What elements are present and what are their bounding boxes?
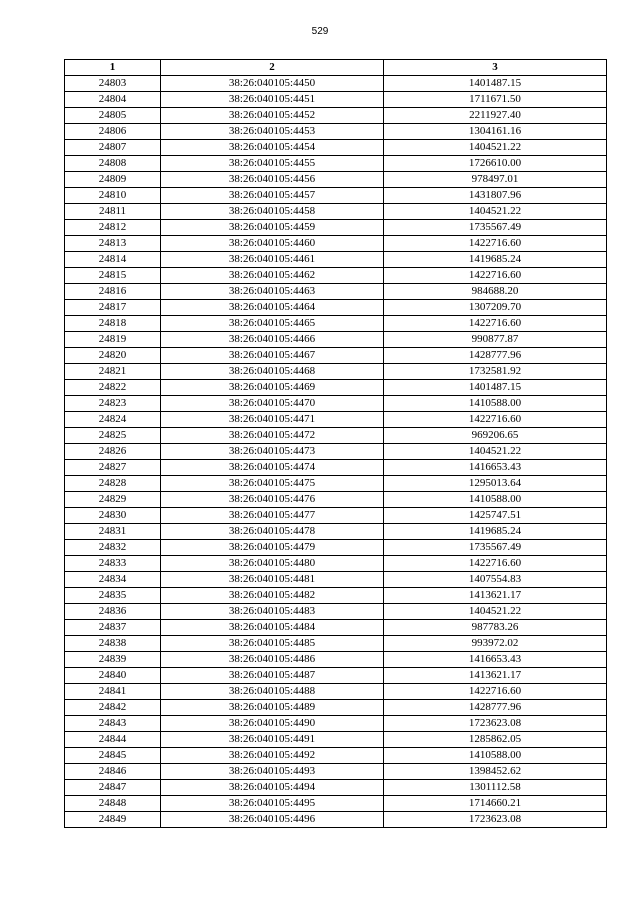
cadastral-number-cell: 38:26:040105:4461 bbox=[161, 252, 384, 268]
row-number-cell: 24807 bbox=[65, 140, 161, 156]
value-cell: 1404521.22 bbox=[384, 140, 607, 156]
cadastral-number-cell: 38:26:040105:4492 bbox=[161, 748, 384, 764]
value-cell: 1428777.96 bbox=[384, 700, 607, 716]
table-row bbox=[65, 668, 607, 684]
table-row bbox=[65, 620, 607, 636]
cadastral-number-cell: 38:26:040105:4453 bbox=[161, 124, 384, 140]
cadastral-number-cell: 38:26:040105:4474 bbox=[161, 460, 384, 476]
value-cell: 1404521.22 bbox=[384, 444, 607, 460]
table-row bbox=[65, 556, 607, 572]
cadastral-number-cell: 38:26:040105:4477 bbox=[161, 508, 384, 524]
row-number-cell: 24810 bbox=[65, 188, 161, 204]
row-number-cell: 24821 bbox=[65, 364, 161, 380]
table-row bbox=[65, 684, 607, 700]
table-row bbox=[65, 700, 607, 716]
row-number-cell: 24824 bbox=[65, 412, 161, 428]
cadastral-number-cell: 38:26:040105:4469 bbox=[161, 380, 384, 396]
value-cell: 1735567.49 bbox=[384, 220, 607, 236]
value-cell: 1416653.43 bbox=[384, 460, 607, 476]
value-cell: 1422716.60 bbox=[384, 316, 607, 332]
row-number-cell: 24826 bbox=[65, 444, 161, 460]
row-number-cell: 24829 bbox=[65, 492, 161, 508]
row-number-cell: 24806 bbox=[65, 124, 161, 140]
row-number-cell: 24842 bbox=[65, 700, 161, 716]
value-cell: 1431807.96 bbox=[384, 188, 607, 204]
table-row bbox=[65, 732, 607, 748]
row-number-cell: 24839 bbox=[65, 652, 161, 668]
value-cell: 1410588.00 bbox=[384, 492, 607, 508]
cadastral-number-cell: 38:26:040105:4468 bbox=[161, 364, 384, 380]
cadastral-number-cell: 38:26:040105:4466 bbox=[161, 332, 384, 348]
row-number-cell: 24835 bbox=[65, 588, 161, 604]
row-number-cell: 24830 bbox=[65, 508, 161, 524]
value-cell: 1726610.00 bbox=[384, 156, 607, 172]
value-cell: 1416653.43 bbox=[384, 652, 607, 668]
value-cell: 1422716.60 bbox=[384, 684, 607, 700]
value-cell: 1401487.15 bbox=[384, 76, 607, 92]
cadastral-number-cell: 38:26:040105:4490 bbox=[161, 716, 384, 732]
column-header-3: 3 bbox=[384, 60, 607, 76]
value-cell: 1723623.08 bbox=[384, 812, 607, 828]
cadastral-number-cell: 38:26:040105:4483 bbox=[161, 604, 384, 620]
value-cell: 1422716.60 bbox=[384, 556, 607, 572]
cadastral-number-cell: 38:26:040105:4464 bbox=[161, 300, 384, 316]
cadastral-number-cell: 38:26:040105:4496 bbox=[161, 812, 384, 828]
row-number-cell: 24849 bbox=[65, 812, 161, 828]
table-row bbox=[65, 364, 607, 380]
cadastral-number-cell: 38:26:040105:4472 bbox=[161, 428, 384, 444]
value-cell: 1285862.05 bbox=[384, 732, 607, 748]
value-cell: 1422716.60 bbox=[384, 236, 607, 252]
value-cell: 1413621.17 bbox=[384, 668, 607, 684]
cadastral-number-cell: 38:26:040105:4465 bbox=[161, 316, 384, 332]
table-row bbox=[65, 348, 607, 364]
value-cell: 1735567.49 bbox=[384, 540, 607, 556]
table-row bbox=[65, 140, 607, 156]
value-cell: 978497.01 bbox=[384, 172, 607, 188]
row-number-cell: 24815 bbox=[65, 268, 161, 284]
row-number-cell: 24819 bbox=[65, 332, 161, 348]
value-cell: 1301112.58 bbox=[384, 780, 607, 796]
row-number-cell: 24822 bbox=[65, 380, 161, 396]
table-row bbox=[65, 188, 607, 204]
row-number-cell: 24805 bbox=[65, 108, 161, 124]
cadastral-number-cell: 38:26:040105:4452 bbox=[161, 108, 384, 124]
value-cell: 1398452.62 bbox=[384, 764, 607, 780]
table-row bbox=[65, 92, 607, 108]
value-cell: 1404521.22 bbox=[384, 604, 607, 620]
value-cell: 1422716.60 bbox=[384, 268, 607, 284]
cadastral-number-cell: 38:26:040105:4463 bbox=[161, 284, 384, 300]
cadastral-number-cell: 38:26:040105:4495 bbox=[161, 796, 384, 812]
row-number-cell: 24834 bbox=[65, 572, 161, 588]
value-cell: 1407554.83 bbox=[384, 572, 607, 588]
cadastral-number-cell: 38:26:040105:4479 bbox=[161, 540, 384, 556]
row-number-cell: 24845 bbox=[65, 748, 161, 764]
cadastral-number-cell: 38:26:040105:4470 bbox=[161, 396, 384, 412]
header-row bbox=[65, 60, 607, 76]
table-row bbox=[65, 572, 607, 588]
value-cell: 1304161.16 bbox=[384, 124, 607, 140]
value-cell: 1422716.60 bbox=[384, 412, 607, 428]
row-number-cell: 24808 bbox=[65, 156, 161, 172]
table-header bbox=[65, 60, 607, 76]
table-row bbox=[65, 652, 607, 668]
cadastral-number-cell: 38:26:040105:4487 bbox=[161, 668, 384, 684]
page-number: 529 bbox=[311, 26, 329, 37]
row-number-cell: 24846 bbox=[65, 764, 161, 780]
table-row bbox=[65, 604, 607, 620]
cadastral-number-cell: 38:26:040105:4476 bbox=[161, 492, 384, 508]
row-number-cell: 24837 bbox=[65, 620, 161, 636]
value-cell: 1723623.08 bbox=[384, 716, 607, 732]
cadastral-number-cell: 38:26:040105:4494 bbox=[161, 780, 384, 796]
table-row bbox=[65, 300, 607, 316]
value-cell: 1410588.00 bbox=[384, 748, 607, 764]
row-number-cell: 24817 bbox=[65, 300, 161, 316]
row-number-cell: 24831 bbox=[65, 524, 161, 540]
table-row bbox=[65, 252, 607, 268]
table-row bbox=[65, 268, 607, 284]
row-number-cell: 24814 bbox=[65, 252, 161, 268]
table-row bbox=[65, 108, 607, 124]
value-cell: 987783.26 bbox=[384, 620, 607, 636]
cadastral-number-cell: 38:26:040105:4462 bbox=[161, 268, 384, 284]
table-row bbox=[65, 380, 607, 396]
value-cell: 993972.02 bbox=[384, 636, 607, 652]
table-row bbox=[65, 220, 607, 236]
value-cell: 2211927.40 bbox=[384, 108, 607, 124]
value-cell: 1307209.70 bbox=[384, 300, 607, 316]
column-header-1: 1 bbox=[65, 60, 161, 76]
table-row bbox=[65, 476, 607, 492]
cadastral-number-cell: 38:26:040105:4450 bbox=[161, 76, 384, 92]
cadastral-number-cell: 38:26:040105:4488 bbox=[161, 684, 384, 700]
cadastral-number-cell: 38:26:040105:4480 bbox=[161, 556, 384, 572]
value-cell: 1425747.51 bbox=[384, 508, 607, 524]
row-number-cell: 24803 bbox=[65, 76, 161, 92]
row-number-cell: 24809 bbox=[65, 172, 161, 188]
table-row bbox=[65, 332, 607, 348]
cadastral-number-cell: 38:26:040105:4481 bbox=[161, 572, 384, 588]
cadastral-number-cell: 38:26:040105:4485 bbox=[161, 636, 384, 652]
value-cell: 1419685.24 bbox=[384, 252, 607, 268]
row-number-cell: 24833 bbox=[65, 556, 161, 572]
table-row bbox=[65, 764, 607, 780]
value-cell: 969206.65 bbox=[384, 428, 607, 444]
table-row bbox=[65, 412, 607, 428]
table-row bbox=[65, 812, 607, 828]
cadastral-number-cell: 38:26:040105:4455 bbox=[161, 156, 384, 172]
value-cell: 1732581.92 bbox=[384, 364, 607, 380]
value-cell: 1714660.21 bbox=[384, 796, 607, 812]
table-row bbox=[65, 156, 607, 172]
cadastral-number-cell: 38:26:040105:4454 bbox=[161, 140, 384, 156]
row-number-cell: 24827 bbox=[65, 460, 161, 476]
cadastral-number-cell: 38:26:040105:4491 bbox=[161, 732, 384, 748]
table-row bbox=[65, 524, 607, 540]
row-number-cell: 24820 bbox=[65, 348, 161, 364]
row-number-cell: 24828 bbox=[65, 476, 161, 492]
cadastral-number-cell: 38:26:040105:4486 bbox=[161, 652, 384, 668]
cadastral-number-cell: 38:26:040105:4484 bbox=[161, 620, 384, 636]
cadastral-number-cell: 38:26:040105:4475 bbox=[161, 476, 384, 492]
cadastral-number-cell: 38:26:040105:4451 bbox=[161, 92, 384, 108]
row-number-cell: 24840 bbox=[65, 668, 161, 684]
cadastral-number-cell: 38:26:040105:4460 bbox=[161, 236, 384, 252]
value-cell: 1404521.22 bbox=[384, 204, 607, 220]
value-cell: 984688.20 bbox=[384, 284, 607, 300]
value-cell: 1295013.64 bbox=[384, 476, 607, 492]
table-row bbox=[65, 748, 607, 764]
value-cell: 1419685.24 bbox=[384, 524, 607, 540]
cadastral-number-cell: 38:26:040105:4482 bbox=[161, 588, 384, 604]
row-number-cell: 24812 bbox=[65, 220, 161, 236]
table-row bbox=[65, 316, 607, 332]
table-row bbox=[65, 396, 607, 412]
table-row bbox=[65, 636, 607, 652]
value-cell: 1401487.15 bbox=[384, 380, 607, 396]
table-row bbox=[65, 508, 607, 524]
table-row bbox=[65, 204, 607, 220]
row-number-cell: 24844 bbox=[65, 732, 161, 748]
row-number-cell: 24841 bbox=[65, 684, 161, 700]
row-number-cell: 24848 bbox=[65, 796, 161, 812]
value-cell: 1410588.00 bbox=[384, 396, 607, 412]
row-number-cell: 24811 bbox=[65, 204, 161, 220]
cadastral-number-cell: 38:26:040105:4458 bbox=[161, 204, 384, 220]
cadastral-number-cell: 38:26:040105:4467 bbox=[161, 348, 384, 364]
row-number-cell: 24843 bbox=[65, 716, 161, 732]
table-body bbox=[65, 76, 607, 828]
table-row bbox=[65, 540, 607, 556]
cadastral-number-cell: 38:26:040105:4471 bbox=[161, 412, 384, 428]
row-number-cell: 24804 bbox=[65, 92, 161, 108]
table-row bbox=[65, 124, 607, 140]
table-row bbox=[65, 780, 607, 796]
row-number-cell: 24823 bbox=[65, 396, 161, 412]
cadastral-number-cell: 38:26:040105:4459 bbox=[161, 220, 384, 236]
cadastral-number-cell: 38:26:040105:4456 bbox=[161, 172, 384, 188]
table-row bbox=[65, 588, 607, 604]
row-number-cell: 24818 bbox=[65, 316, 161, 332]
table-row bbox=[65, 236, 607, 252]
cadastral-number-cell: 38:26:040105:4493 bbox=[161, 764, 384, 780]
row-number-cell: 24847 bbox=[65, 780, 161, 796]
row-number-cell: 24825 bbox=[65, 428, 161, 444]
table-row bbox=[65, 716, 607, 732]
value-cell: 990877.87 bbox=[384, 332, 607, 348]
table-row bbox=[65, 444, 607, 460]
table-row bbox=[65, 428, 607, 444]
table-row bbox=[65, 284, 607, 300]
row-number-cell: 24838 bbox=[65, 636, 161, 652]
row-number-cell: 24832 bbox=[65, 540, 161, 556]
column-header-2: 2 bbox=[161, 60, 384, 76]
row-number-cell: 24816 bbox=[65, 284, 161, 300]
cadastral-number-cell: 38:26:040105:4457 bbox=[161, 188, 384, 204]
value-cell: 1428777.96 bbox=[384, 348, 607, 364]
row-number-cell: 24813 bbox=[65, 236, 161, 252]
row-number-cell: 24836 bbox=[65, 604, 161, 620]
cadastral-number-cell: 38:26:040105:4489 bbox=[161, 700, 384, 716]
value-cell: 1711671.50 bbox=[384, 92, 607, 108]
cadastral-number-cell: 38:26:040105:4473 bbox=[161, 444, 384, 460]
table-row bbox=[65, 172, 607, 188]
value-cell: 1413621.17 bbox=[384, 588, 607, 604]
cadastral-number-cell: 38:26:040105:4478 bbox=[161, 524, 384, 540]
table-row bbox=[65, 796, 607, 812]
table-row bbox=[65, 460, 607, 476]
data-table bbox=[64, 59, 607, 828]
table-row bbox=[65, 76, 607, 92]
table-row bbox=[65, 492, 607, 508]
